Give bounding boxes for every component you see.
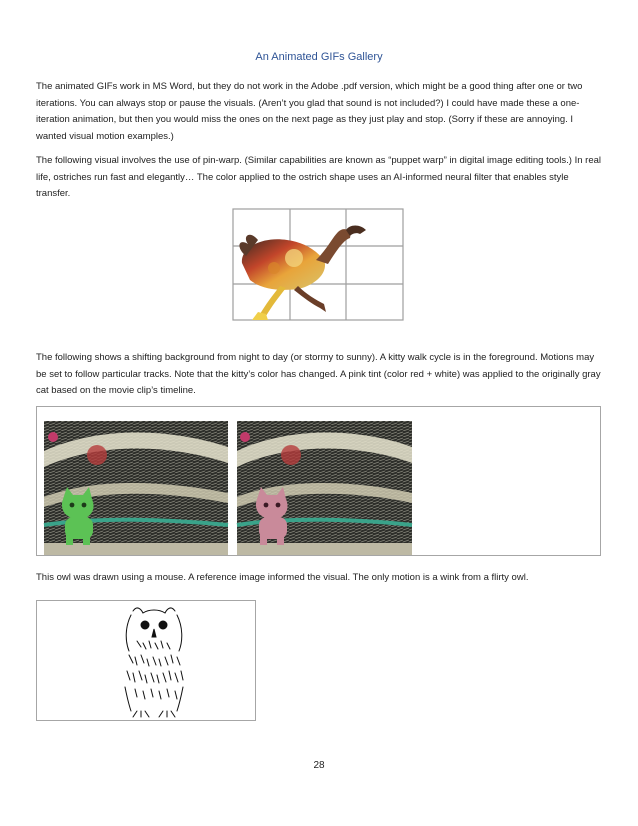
paragraph-kitty: The following shows a shifting background from night to day (or stormy to sunny). A kitty walk cycle is in the foreground. Motions may be set to follow particular tracks. Note that the kitty’s color has changed. A pink tint (color red + white) was applied to the originally gray cat based on the movie clip’s timeline. xyxy=(36,352,601,397)
page-number: 28 xyxy=(313,760,325,771)
page-title: An Animated GIFs Gallery xyxy=(255,51,383,63)
owl-animation[interactable] xyxy=(36,600,256,721)
ostrich-image xyxy=(232,208,404,321)
ostrich-animation[interactable] xyxy=(232,208,404,321)
paragraph-owl: This owl was drawn using a mouse. A reference image informed the visual. The only motion is a wink from a flirty owl. xyxy=(36,572,529,583)
kitty-green-frame[interactable] xyxy=(44,421,228,555)
kitty-pink-frame[interactable] xyxy=(237,421,412,555)
kitty-images xyxy=(37,407,602,557)
paragraph-intro: The animated GIFs work in MS Word, but they do not work in the Adobe .pdf version, which might be a good thing after one or two iterations. You can always stop or pause the visuals. (Aren’t you glad that sound is not included?) I could have made these a one-iteration animation, but then you would miss the ones on the next page as they just play and stop. (Sorry if these are annoying. I wanted visual motion examples.) xyxy=(36,81,583,142)
kitty-animation-box xyxy=(36,406,601,556)
paragraph-ostrich: The following visual involves the use of pin-warp. (Similar capabilities are known as “puppet warp” in digital image editing tools.) In real life, ostriches run fast and elegantly… The color applied to the ostrich shape uses an AI-informed neural filter that enables style transfer. xyxy=(36,155,601,200)
owl-sketch xyxy=(37,601,255,720)
